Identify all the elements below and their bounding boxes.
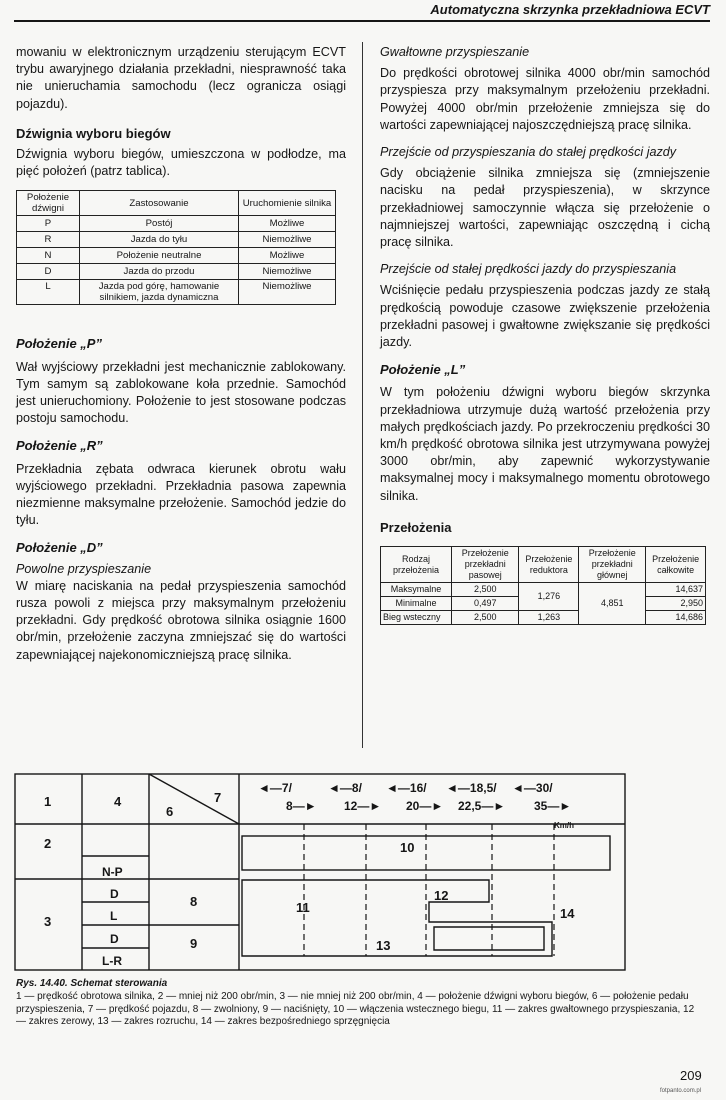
speed-label: ◄—16/: [386, 781, 427, 795]
speed-label: 22,5—►: [458, 799, 506, 813]
label-l1: L: [110, 909, 118, 923]
table-cell: Niemożliwe: [239, 232, 336, 248]
range-start-inner: [434, 927, 544, 950]
table-row: [17, 264, 336, 280]
table-cell: Niemożliwe: [239, 264, 336, 280]
heading-p: Położenie „P”: [16, 336, 102, 352]
label-1: 1: [44, 794, 52, 809]
table-cell: Jazda do tyłu: [80, 232, 239, 248]
table-row: [17, 248, 336, 264]
table-header: Przełożenie reduktora: [519, 547, 579, 583]
heading-r: Położenie „R”: [16, 438, 103, 454]
table-header: Uruchomienie silnika: [239, 191, 336, 216]
paragraph-l: W tym położeniu dźwigni wyboru biegów skrzynka przekładniowa utrzymuje dużą wartość przełożenia przy małych prędkościach jazdy. Po przekroczeniu prędkości 30 km/h prędkość obrotowa silnika jest utrzymywana powyżej 3000 obr/min, aby zapewnić wykorzystywanie maksymalnej mocy i maksymalnego momentu obrotowego silnika.: [380, 385, 710, 503]
heading-lever: Dźwignia wyboru biegów: [16, 125, 171, 141]
speed-label: 8—►: [286, 799, 317, 813]
table-cell: Niemożliwe: [239, 280, 336, 305]
table-cell: Jazda pod górę, hamowanie silnikiem, jazda dynamiczna: [80, 280, 239, 305]
table-cell: N: [17, 248, 80, 264]
table-cell: L: [17, 280, 80, 305]
table-header: Położenie dźwigni: [17, 191, 80, 216]
speed-label: ◄—30/: [512, 781, 553, 795]
table-cell: Postój: [80, 216, 239, 232]
table-row: [381, 611, 706, 625]
speed-label: 12—►: [344, 799, 382, 813]
caption-title: Rys. 14.40. Schemat sterowania: [16, 978, 168, 989]
paragraph-to-constant: Gdy obciążenie silnika zmniejsza się (zmniejszenie nacisku na pedał przyspieszenia), w skrzynce przekładniowej samoczynnie włącza się przełożenie o najmniejszej wartości, zapewniając oszczędną i cichą pracę silnika.: [380, 166, 710, 250]
table-cell: 14,686: [646, 611, 706, 625]
table-cell: Możliwe: [239, 248, 336, 264]
paragraph-r: Przekładnia zębata odwraca kierunek obrotu wału wyjściowego przekładni. Przekładnia pasowa zapewnia niezmienne maksymalne przełożenie. Samochód jedzie do tyłu.: [16, 461, 346, 528]
table-cell: Jazda do przodu: [80, 264, 239, 280]
paragraph-p: Wał wyjściowy przekładni jest mechanicznie zablokowany. Tym samym są zablokowane koła przednie. Samochód jest unieruchomiony. Położenie to jest stosowane podczas postoju samochodu.: [16, 359, 346, 426]
table-row: [17, 280, 336, 305]
table-header: Przełożenie całkowite: [646, 547, 706, 583]
label-np: N-P: [102, 865, 123, 879]
heading-l: Położenie „L”: [380, 362, 466, 378]
label-4: 4: [114, 794, 122, 809]
label-7: 7: [214, 790, 222, 805]
ratios-table: [380, 546, 706, 625]
table-cell: 2,500: [452, 583, 519, 597]
table-cell: 2,950: [646, 597, 706, 611]
heading-ratios: Przełożenia: [380, 519, 452, 535]
right-column: [380, 44, 710, 625]
table-cell: Maksymalne: [381, 583, 452, 597]
table-header: Przełożenie przekładni głównej: [579, 547, 646, 583]
label-12: 12: [434, 888, 449, 903]
table-cell: Położenie neutralne: [80, 248, 239, 264]
speed-label: ◄—7/: [258, 781, 292, 795]
paragraph-lever: Dźwignia wyboru biegów, umieszczona w podłodze, ma pięć położeń (patrz tablica).: [16, 147, 346, 179]
subheading-fast-acceleration: Gwałtowne przyspieszanie: [380, 45, 530, 59]
subheading-to-constant: Przejście od przyspieszania do stałej prędkości jazdy: [380, 145, 677, 160]
label-lr: L-R: [102, 954, 122, 968]
speed-label: ◄—18,5/: [446, 781, 497, 795]
table-row: [381, 583, 706, 597]
label-d1: D: [110, 887, 119, 901]
table-cell: R: [17, 232, 80, 248]
label-2: 2: [44, 836, 52, 851]
table-cell: 4,851: [579, 583, 646, 625]
lever-table: [16, 190, 336, 305]
table-header: Zastosowanie: [80, 191, 239, 216]
speed-label: 35—►: [534, 799, 572, 813]
heading-d: Położenie „D”: [16, 540, 103, 556]
column-divider: [362, 42, 363, 748]
table-cell: Minimalne: [381, 597, 452, 611]
table-header-row: [381, 547, 706, 583]
table-cell: P: [17, 216, 80, 232]
table-header: Rodzaj przełożenia: [381, 547, 452, 583]
label-11: 11: [296, 900, 310, 915]
subheading-slow-acceleration: Powolne przyspieszanie: [16, 561, 152, 576]
left-column: [16, 44, 346, 664]
speed-label: ◄—8/: [328, 781, 362, 795]
paragraph-fast-acceleration: Do prędkości obrotowej silnika 4000 obr/min samochód przyspiesza przy maksymalnym przełożeniu przekładni. Powyżej 4000 obr/min przełożenie zmniejsza się do wartości zapewniającej najoszczędniejszą pracę silnika.: [380, 66, 710, 132]
table-cell: 1,276: [519, 583, 579, 611]
table-row: [17, 232, 336, 248]
label-14: 14: [560, 906, 575, 921]
table-cell: 1,263: [519, 611, 579, 625]
label-6: 6: [166, 804, 174, 819]
paragraph-to-acceleration: Wciśnięcie pedału przyspieszenia podczas jazdy ze stałą prędkością powoduje czasowe zwiększenie przełożenia przekładni pasowej i gwałtowne zwiększanie się prędkości jazdy.: [380, 283, 710, 350]
running-header: Automatyczna skrzynka przekładniowa ECVT: [430, 2, 710, 17]
label-3: 3: [44, 914, 52, 929]
table-cell: Bieg wsteczny: [381, 611, 452, 625]
paragraph-d: W miarę naciskania na pedał przyspieszenia samochód rusza powoli z miejsca przy maksymalnym przełożeniu przekładni. Gdy prędkość obrotowa silnika osiągnie 1600 obr/min, przełożenie zaczyna zmniejszać się do wartości zapewniającej najekonomiczniejszą pracę silnika.: [16, 578, 346, 662]
label-d2: D: [110, 932, 119, 946]
table-cell: Możliwe: [239, 216, 336, 232]
caption-text: 1 — prędkość obrotowa silnika, 2 — mniej niż 200 obr/min, 3 — nie mniej niż 200 obr/min, 4 — położenie dźwigni wyboru biegów, 6 — położenie pedału przyspieszenia, 7 — prędkość pojazdu, 8 — zwolniony, 9 — naciśnięty, 10 — włączenia wstecznego biegu, 11 — zakres gwałtownego przyspieszania, 12 — zakres zerowy, 13 — zakres rozruchu, 14 — zakres bezpośredniego sprzęgnięcia: [16, 990, 695, 1028]
table-cell: 0,497: [452, 597, 519, 611]
table-cell: D: [17, 264, 80, 280]
range-zones-outline: [242, 880, 552, 956]
page-number: 209: [680, 1068, 702, 1083]
table-cell: 2,500: [452, 611, 519, 625]
table-cell: 14,637: [646, 583, 706, 597]
speed-label: 20—►: [406, 799, 444, 813]
header-rule: [14, 20, 710, 22]
control-scheme-diagram: [14, 772, 708, 972]
subheading-to-acceleration: Przejście od stałej prędkości jazdy do przyspieszania: [380, 262, 677, 277]
label-13: 13: [376, 938, 391, 953]
table-header: Przełożenie przekładni pasowej: [452, 547, 519, 583]
figure-caption: [16, 978, 706, 1029]
label-10: 10: [400, 840, 415, 855]
label-8: 8: [190, 894, 198, 909]
site-watermark: fotpanto.com.pl: [660, 1088, 702, 1094]
paragraph-intro: mowaniu w elektronicznym urządzeniu sterującym ECVT trybu awaryjnego działania przekładni, niesprawność taka nie unieruchamia samochodu (lecz ogranicza osiągi pojazdu).: [16, 45, 346, 111]
table-row: [17, 216, 336, 232]
table-header-row: [17, 191, 336, 216]
label-9: 9: [190, 936, 198, 951]
speed-unit: Km/h: [554, 821, 574, 830]
